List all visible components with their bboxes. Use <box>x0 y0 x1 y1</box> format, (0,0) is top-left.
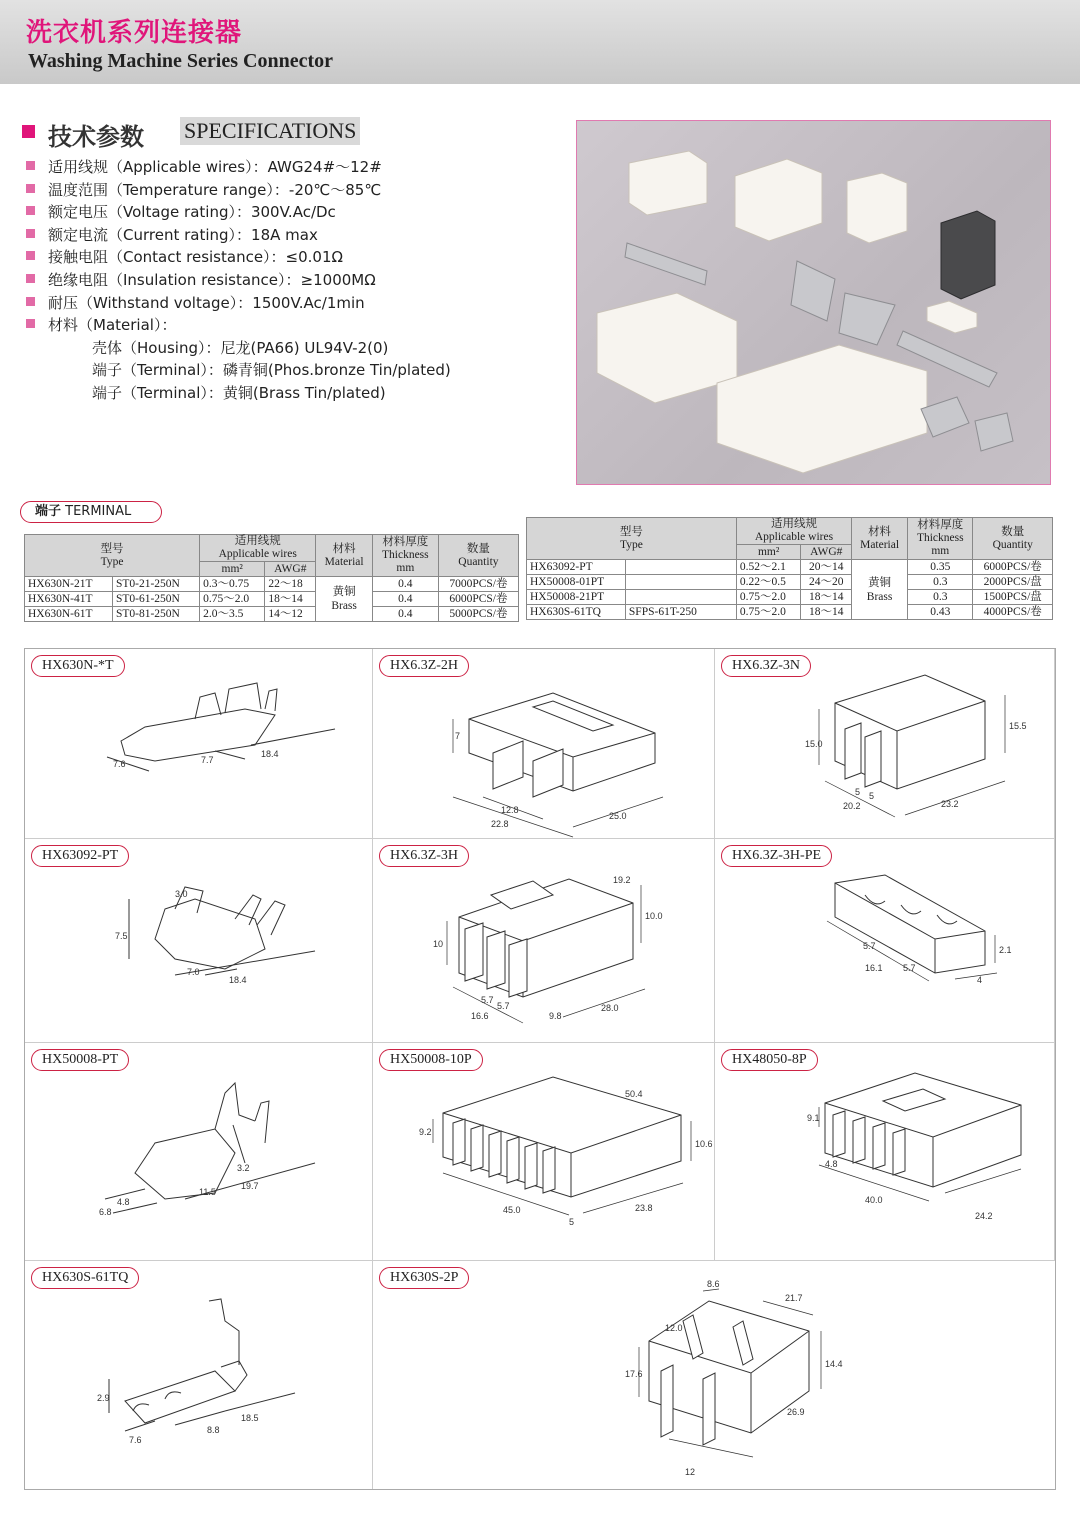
product-photo-illustration <box>577 121 1050 484</box>
dimension-label: 21.7 <box>785 1293 803 1303</box>
dimension-label: 8.8 <box>207 1425 220 1435</box>
terminal-drawing <box>25 649 373 839</box>
housing-drawing <box>715 1043 1055 1261</box>
table-row: HX630N-41T ST0-61-250N 0.75～2.0 18～14 0.4 6000PCS/卷 <box>25 592 519 607</box>
drawing-label: HX630S-2P <box>379 1267 469 1289</box>
dimension-label: 28.0 <box>601 1003 619 1013</box>
col-type: 型号 Type <box>25 535 200 577</box>
dimension-label: 7 <box>455 731 461 741</box>
drawing-label: HX48050-8P <box>721 1049 818 1071</box>
dimension-label: 15.0 <box>805 739 823 749</box>
table-row: HX630S-61TQ SFPS-61T-250 0.75～2.0 18～14 0.43 4000PCS/卷 <box>527 605 1053 620</box>
terminal-label <box>20 501 162 523</box>
dimension-label: 18.4 <box>229 975 247 985</box>
dimension-label: 5.7 <box>863 941 876 951</box>
material-item: 壳体（Housing）：尼龙(PA66) UL94V-2(0) <box>92 338 389 357</box>
housing-drawing <box>373 1043 715 1261</box>
dimension-label: 5.7 <box>497 1001 510 1011</box>
col-wires: 适用线规 Applicable wires <box>200 535 316 562</box>
spec-item: 接触电阻（Contact resistance）：≤0.01Ω <box>26 246 566 269</box>
dimension-label: 3.0 <box>175 889 188 899</box>
dimension-label: 7.5 <box>115 931 128 941</box>
drawing-label: HX50008-10P <box>379 1049 483 1071</box>
material-cell: 黄铜 Brass <box>316 577 373 622</box>
col-material: 材料 Material <box>852 518 908 560</box>
drawing-label: HX6.3Z-2H <box>379 655 469 677</box>
drawing-label: HX6.3Z-3H-PE <box>721 845 832 867</box>
drawing-label: HX630S-61TQ <box>31 1267 139 1289</box>
dimension-label: 19.7 <box>241 1181 259 1191</box>
drawing-cell <box>715 649 1055 839</box>
col-thickness: 材料厚度 Thickness mm <box>908 518 973 560</box>
dimension-label: 5.7 <box>903 963 916 973</box>
bullet-icon <box>26 184 35 193</box>
dimension-label: 7.0 <box>187 967 200 977</box>
dimension-label: 16.6 <box>471 1011 489 1021</box>
dimension-label: 6.8 <box>99 1207 112 1217</box>
dimension-label: 12.8 <box>501 805 519 815</box>
dimension-label: 5 <box>569 1217 575 1227</box>
dimension-label: 3.2 <box>237 1163 250 1173</box>
dimension-label: 9.1 <box>807 1113 820 1123</box>
dimension-label: 4 <box>977 975 983 985</box>
terminal-label-zh: 端子 <box>35 504 62 519</box>
dimension-label: 7.7 <box>201 755 214 765</box>
spec-list <box>26 156 566 405</box>
drawing-cell <box>25 649 373 839</box>
spec-item: 耐压（Withstand voltage）：1500V.Ac/1min <box>26 292 566 315</box>
drawing-cell <box>715 1043 1055 1261</box>
drawing-cell <box>373 1261 1055 1489</box>
material-cell: 黄铜 Brass <box>852 560 908 620</box>
drawing-cell <box>25 1261 373 1489</box>
dimension-label: 19.2 <box>613 875 631 885</box>
material-item: 端子（Terminal）：黄铜(Brass Tin/plated) <box>92 383 386 402</box>
dimension-label: 45.0 <box>503 1205 521 1215</box>
drawing-label: HX50008-PT <box>31 1049 129 1071</box>
drawing-cell <box>25 1043 373 1261</box>
housing-drawing <box>373 649 715 839</box>
terminal-drawing <box>25 1261 373 1489</box>
dimension-label: 12 <box>685 1467 696 1477</box>
dimension-label: 4.8 <box>117 1197 130 1207</box>
dimension-label: 7.6 <box>129 1435 142 1445</box>
square-bullet-icon <box>22 125 35 138</box>
dimension-label: 5.7 <box>481 995 494 1005</box>
table-row: HX630N-21T ST0-21-250N 0.3～0.75 22～18 黄铜 Brass 0.4 7000PCS/卷 <box>25 577 519 592</box>
dimension-label: 8.6 <box>707 1279 720 1289</box>
col-wires: 适用线规 Applicable wires <box>736 518 851 545</box>
col-quantity: 数量 Quantity <box>973 518 1053 560</box>
spec-item: 额定电流（Current rating）：18A max <box>26 224 566 247</box>
dimension-label: 24.2 <box>975 1211 993 1221</box>
dimension-label: 50.4 <box>625 1089 643 1099</box>
dimension-label: 2.1 <box>999 945 1012 955</box>
bullet-icon <box>26 274 35 283</box>
spec-item: 材料（Material）： <box>26 314 566 337</box>
terminal-drawing <box>25 1043 373 1261</box>
col-type: 型号 Type <box>527 518 737 560</box>
dimension-label: 10.0 <box>645 911 663 921</box>
terminal-label-en: TERMINAL <box>65 504 132 519</box>
dimension-label: 22.8 <box>491 819 509 829</box>
table-row: HX63092-PT 0.52～2.1 20～14 黄铜 Brass 0.35 6000PCS/卷 <box>527 560 1053 575</box>
col-thickness: 材料厚度 Thickness mm <box>372 535 438 577</box>
dimension-label: 2.9 <box>97 1393 110 1403</box>
dimension-label: 20.2 <box>843 801 861 811</box>
drawing-cell <box>373 1043 715 1261</box>
dimension-label: 17.6 <box>625 1369 643 1379</box>
bullet-icon <box>26 297 35 306</box>
page-header <box>0 0 1080 84</box>
col-mm2: mm² <box>736 545 801 560</box>
bullet-icon <box>26 161 35 170</box>
dimension-label: 25.0 <box>609 811 627 821</box>
col-awg: AWG# <box>801 545 852 560</box>
dimension-label: 26.9 <box>787 1407 805 1417</box>
dimension-label: 10 <box>433 939 444 949</box>
spec-item: 绝缘电阻（Insulation resistance）：≥1000MΩ <box>26 269 566 292</box>
dimension-label: 40.0 <box>865 1195 883 1205</box>
dimension-label: 15.5 <box>1009 721 1027 731</box>
col-awg: AWG# <box>265 562 316 577</box>
dimension-label: 16.1 <box>865 963 883 973</box>
dimension-label: 11.5 <box>199 1187 216 1197</box>
dimension-label: 5 <box>869 791 875 801</box>
title-zh: 洗衣机系列连接器 <box>26 18 243 48</box>
cover-drawing <box>715 839 1055 1043</box>
col-quantity: 数量 Quantity <box>438 535 518 577</box>
dimension-label: 23.8 <box>635 1203 653 1213</box>
drawing-cell <box>25 839 373 1043</box>
drawing-cell <box>373 649 715 839</box>
table-row: HX630N-61T ST0-81-250N 2.0～3.5 14～12 0.4 5000PCS/卷 <box>25 607 519 622</box>
technical-drawings-grid <box>24 648 1056 1490</box>
drawing-label: HX630N-*T <box>31 655 125 677</box>
product-photo <box>576 120 1051 485</box>
table-row: HX50008-21PT 0.75～2.0 18～14 0.3 1500PCS/盘 <box>527 590 1053 605</box>
spec-item: 适用线规（Applicable wires）：AWG24#～12# <box>26 156 566 179</box>
terminal-drawing <box>25 839 373 1043</box>
dimension-label: 7.6 <box>113 759 126 769</box>
drawing-label: HX6.3Z-3H <box>379 845 469 867</box>
dimension-label: 18.5 <box>241 1413 259 1423</box>
drawing-label: HX6.3Z-3N <box>721 655 811 677</box>
spec-item: 额定电压（Voltage rating）：300V.Ac/Dc <box>26 201 566 224</box>
bullet-icon <box>26 229 35 238</box>
dimension-label: 18.4 <box>261 749 279 759</box>
terminal-table-1 <box>24 534 519 622</box>
dimension-label: 10.6 <box>695 1139 713 1149</box>
drawing-label: HX63092-PT <box>31 845 129 867</box>
housing-drawing <box>373 839 715 1043</box>
spec-title-zh: 技术参数 <box>48 123 144 151</box>
bullet-icon <box>26 251 35 260</box>
dimension-label: 14.4 <box>825 1359 843 1369</box>
dimension-label: 12.0 <box>665 1323 683 1333</box>
title-en: Washing Machine Series Connector <box>28 50 333 72</box>
dimension-label: 5 <box>855 787 861 797</box>
spec-item: 温度范围（Temperature range）：-20℃～85℃ <box>26 179 566 202</box>
terminal-table-2 <box>526 517 1053 620</box>
housing-drawing <box>715 649 1055 839</box>
bullet-icon <box>26 206 35 215</box>
dimension-label: 23.2 <box>941 799 959 809</box>
housing-drawing <box>373 1261 1055 1489</box>
dimension-label: 4.8 <box>825 1159 838 1169</box>
bullet-icon <box>26 319 35 328</box>
col-mm2: mm² <box>200 562 265 577</box>
dimension-label: 9.2 <box>419 1127 432 1137</box>
drawing-cell <box>715 839 1055 1043</box>
dimension-label: 9.8 <box>549 1011 562 1021</box>
table-row: HX50008-01PT 0.22～0.5 24～20 0.3 2000PCS/盘 <box>527 575 1053 590</box>
drawing-cell <box>373 839 715 1043</box>
spec-title-en: SPECIFICATIONS <box>180 117 360 145</box>
col-material: 材料 Material <box>316 535 373 577</box>
material-item: 端子（Terminal）：磷青铜(Phos.bronze Tin/plated) <box>92 361 451 380</box>
